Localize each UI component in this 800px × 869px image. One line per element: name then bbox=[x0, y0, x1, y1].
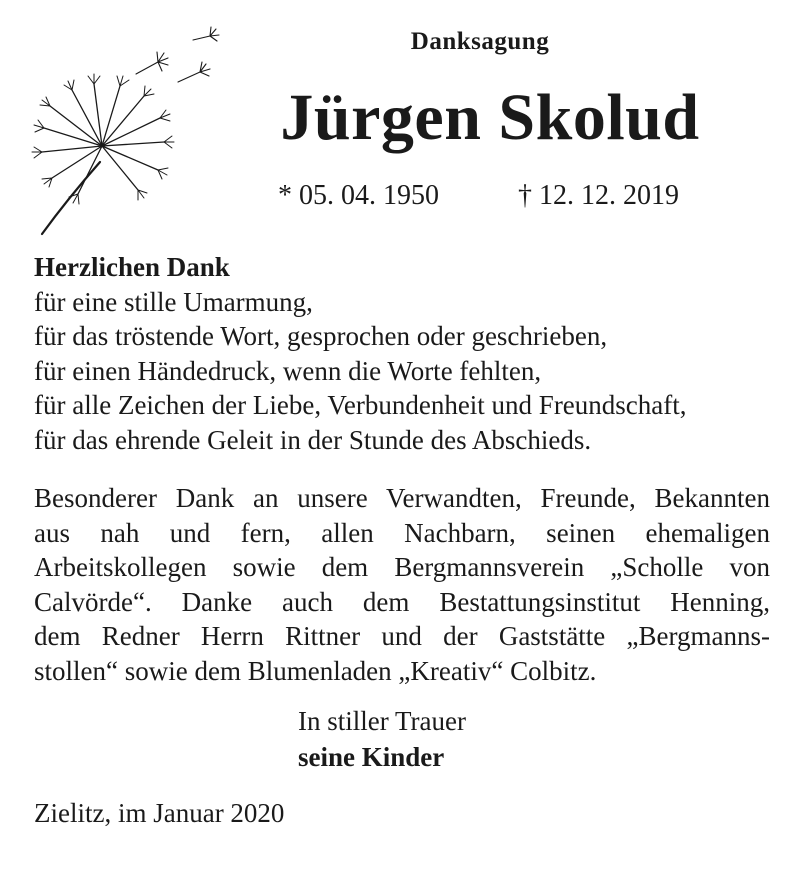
paragraph-line: dem Redner Herrn Rittner und der Gaststätte „Bergmanns- bbox=[34, 621, 770, 651]
dandelion-icon bbox=[28, 22, 238, 237]
paragraph-line: stollen“ sowie dem Blumenladen „Kreativ“ Colbitz. bbox=[34, 655, 597, 686]
notice-title: Danksagung bbox=[410, 28, 550, 55]
place-date: Zielitz, im Januar 2020 bbox=[34, 798, 285, 828]
paragraph-line: Besonderer Dank an unsere Verwandten, Freunde, Bekannten bbox=[34, 483, 770, 513]
deceased-name: Jürgen Skolud bbox=[280, 81, 700, 154]
verse-line: für eine stille Umarmung, bbox=[34, 286, 313, 317]
verse-line: für einen Händedruck, wenn die Worte fehlten, bbox=[34, 355, 542, 386]
verse-line: für alle Zeichen der Liebe, Verbundenheit und Freundschaft, bbox=[34, 390, 687, 420]
paragraph-line: Arbeitskollegen sowie dem Bergmannsverein „Scholle von bbox=[34, 552, 770, 582]
paragraph-line: Calvörde“. Danke auch dem Bestattungsinstitut Henning, bbox=[34, 586, 770, 617]
death-date: † 12. 12. 2019 bbox=[518, 180, 679, 211]
verses-lead: Herzlichen Dank bbox=[34, 252, 230, 282]
special-thanks-paragraph bbox=[34, 481, 770, 688]
closing-intro: In stiller Trauer bbox=[298, 706, 466, 736]
paragraph-line: aus nah und fern, allen Nachbarn, seinen ehemaligen bbox=[34, 517, 770, 548]
verse-line: für das tröstende Wort, gesprochen oder geschrieben, bbox=[34, 321, 608, 351]
birth-date: * 05. 04. 1950 bbox=[278, 180, 439, 211]
closing-block bbox=[298, 703, 466, 775]
verse-line: für das ehrende Geleit in der Stunde des Abschieds. bbox=[34, 424, 592, 455]
closing-signers: seine Kinder bbox=[298, 742, 445, 772]
thanks-verses bbox=[34, 250, 774, 457]
